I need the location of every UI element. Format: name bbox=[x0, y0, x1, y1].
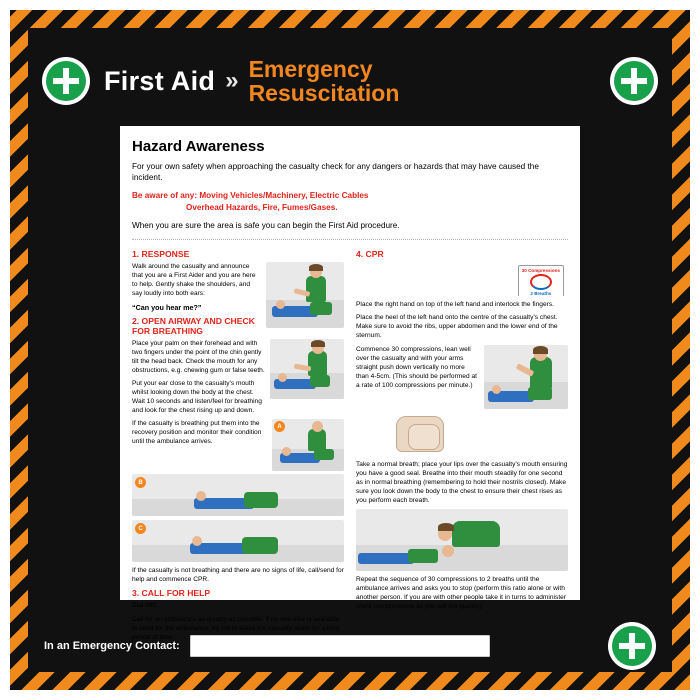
green-cross-icon-right bbox=[610, 57, 658, 105]
badge-b: B bbox=[135, 477, 146, 488]
illustration-response bbox=[266, 262, 344, 328]
cpr-ratio-chip bbox=[518, 265, 564, 296]
cpr-cycle-icon bbox=[530, 274, 552, 290]
illustration-open-airway bbox=[270, 339, 344, 399]
illustration-cpr-hand-position bbox=[356, 262, 568, 296]
step-3-dial: Dial 999. bbox=[132, 602, 159, 610]
step-4-text-4: Take a normal breath; place your lips over the casualty’s mouth ensuring you have a good seal. Breathe into their mouth steadily for one second as in normal breathing (remembering to hold their nostrils closed). Make sure you look down the body to the chest to ensure their chest rises as you perform each breath. bbox=[356, 460, 568, 504]
step-4-text-5: Repeat the sequence of 30 compressions to 2 breaths until the ambulance arrives and asks you to stop (perform this ratio alone or with another person. If you are with other people take it in turns to administer chest compressions as you will tire quickly). bbox=[356, 576, 567, 611]
steps-columns bbox=[132, 246, 568, 646]
hazard-warning-line1: Be aware of any: Moving Vehicles/Machinery, Electric Cables bbox=[132, 191, 369, 201]
step-2-heading: 2. OPEN AIRWAY AND CHECK FOR BREATHING bbox=[132, 315, 255, 336]
step-2-text-3: If the casualty is breathing put them into the recovery position and monitor their condition until the ambulance arrives. bbox=[132, 420, 262, 446]
right-column bbox=[356, 246, 568, 646]
page-subtitle-line1: Emergency bbox=[248, 55, 373, 82]
page-subtitle bbox=[249, 57, 400, 105]
step-4-text-3: Commence 30 compressions, lean well over the casualty and with your arms straight push down vertically no more than 4-5cm. (This should be performed at a rate of 100 compressions per minute.) bbox=[356, 345, 477, 389]
illustration-recovery-position-c bbox=[132, 520, 344, 562]
content-sheet bbox=[120, 126, 580, 641]
step-4-heading: 4. CPR bbox=[356, 249, 384, 260]
hazard-outro-text: When you are sure the area is safe you can begin the First Aid procedure. bbox=[132, 221, 400, 231]
hazard-warning-text bbox=[132, 190, 568, 213]
hazard-awareness-title: Hazard Awareness bbox=[132, 138, 265, 155]
left-column bbox=[132, 246, 344, 646]
hazard-warning-line2: Overhead Hazards, Fire, Fumes/Gases. bbox=[186, 202, 338, 212]
emergency-contact-bar bbox=[28, 624, 672, 668]
poster-header bbox=[28, 46, 672, 116]
step-4-text-1: Place the right hand on top of the left hand and interlock the fingers. bbox=[356, 301, 554, 309]
step-1-heading: 1. RESPONSE bbox=[132, 249, 190, 260]
step-2-text-2: Put your ear close to the casualty’s mouth whilst looking down the body at the chest. Wait 10 seconds and listen/feel for breathing and look for the chest rising up and down. bbox=[132, 379, 262, 415]
illustration-interlocked-hands bbox=[356, 412, 568, 456]
green-cross-icon-footer bbox=[608, 622, 656, 670]
illustration-recovery-position-b bbox=[132, 474, 344, 516]
hazard-intro-text: For your own safety when approaching the casualty check for any dangers or hazards that may have caused the incident. bbox=[132, 162, 539, 183]
step-3-text: Call for an ambulance as quickly as possible. If no one else is available to send for the ambulance, try not to leave the casualty alone for a long period of time. bbox=[132, 615, 340, 641]
chevron-right-icon: » bbox=[225, 67, 239, 94]
green-cross-icon-left bbox=[42, 57, 90, 105]
page-title: First Aid bbox=[104, 65, 216, 96]
cpr-chip-breaths: 2 Breaths bbox=[530, 291, 552, 297]
page-subtitle-line2: Resuscitation bbox=[248, 80, 400, 106]
cpr-chip-compressions: 30 Compressions bbox=[521, 268, 560, 274]
illustration-recovery-position-a bbox=[272, 419, 344, 471]
step-2-text-4: If the casualty is not breathing and there are no signs of life, call/send for help and commence CPR. bbox=[132, 567, 344, 584]
step-1-quote: “Can you hear me?” bbox=[132, 302, 202, 312]
illustration-rescue-breaths bbox=[356, 509, 568, 571]
emergency-contact-label: In an Emergency Contact: bbox=[44, 640, 180, 652]
step-4-text-2: Place the heel of the left hand onto the centre of the casualty’s chest. Make sure to avoid the ribs, upper abdomen and the lower end of the sternum. bbox=[356, 314, 558, 340]
badge-c: C bbox=[135, 523, 146, 534]
illustration-cpr-compressions bbox=[484, 345, 568, 409]
emergency-contact-input[interactable] bbox=[190, 635, 490, 657]
step-2-text-1: Place your palm on their forehead and with two fingers under the point of the chin gently tilt the head back. Check the mouth for any obstructions, e.g. chewing gum or false teeth. bbox=[132, 339, 265, 374]
badge-a: A bbox=[274, 421, 285, 432]
step-1-text: Walk around the casualty and announce that you are a First Aider and you are here to help. Gently shake the shoulders, and say loudly into both ears: bbox=[132, 263, 256, 298]
section-divider bbox=[132, 239, 568, 240]
step-3-heading: 3. CALL FOR HELP bbox=[132, 588, 211, 599]
